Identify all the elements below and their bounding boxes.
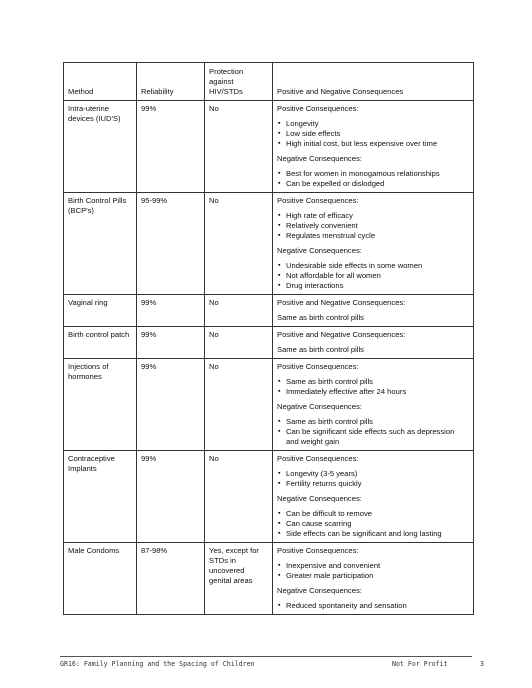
consequences-cell: [273, 451, 474, 543]
consequence-item: ▪ Can be expelled or dislodged: [277, 179, 469, 189]
consequence-section-label: Positive Consequences:: [277, 362, 359, 371]
consequence-item: ▪ Best for women in monogamous relationships: [277, 169, 469, 179]
consequence-section-label: Positive Consequences:: [277, 454, 359, 463]
table-row: [64, 295, 474, 327]
consequence-item: ▪ High rate of efficacy: [277, 211, 469, 221]
method-cell: Birth control patch: [64, 327, 137, 359]
table-row: [64, 451, 474, 543]
method-cell: Male Condoms: [64, 543, 137, 615]
table-row: [64, 543, 474, 615]
method-cell: Contraceptive Implants: [64, 451, 137, 543]
consequence-item: ▪ Same as birth control pills: [277, 377, 469, 387]
protection-cell: Yes, except for STDs in uncovered genital areas: [205, 543, 273, 615]
consequence-item: ▪ Regulates menstrual cycle: [277, 231, 469, 241]
page-number: 3: [480, 660, 484, 668]
consequence-item: ▪ Side effects can be significant and long lasting: [277, 529, 469, 539]
consequence-line: Same as birth control pills: [277, 345, 364, 354]
footer-document-title: GR16: Family Planning and the Spacing of Children: [60, 660, 255, 668]
consequence-list: [277, 261, 469, 291]
reliability-cell: 99%: [137, 295, 205, 327]
protection-cell: No: [205, 451, 273, 543]
consequence-item: ▪ Longevity (3-5 years): [277, 469, 469, 479]
table-header-row: [64, 63, 474, 101]
method-cell: Birth Control Pills (BCP's): [64, 193, 137, 295]
protection-cell: No: [205, 193, 273, 295]
consequence-list: [277, 469, 469, 489]
consequence-section-label: Negative Consequences:: [277, 402, 362, 411]
consequence-list: [277, 119, 469, 149]
consequences-cell: [273, 327, 474, 359]
consequence-list: [277, 561, 469, 581]
consequence-list: [277, 509, 469, 539]
protection-cell: No: [205, 359, 273, 451]
consequence-item: ▪ Can cause scarring: [277, 519, 469, 529]
consequence-list: [277, 377, 469, 397]
consequence-item: ▪ Longevity: [277, 119, 469, 129]
consequence-item: ▪ Relatively convenient: [277, 221, 469, 231]
consequences-cell: [273, 543, 474, 615]
consequence-item: ▪ Not affordable for all women: [277, 271, 469, 281]
consequence-line: Same as birth control pills: [277, 313, 364, 322]
reliability-cell: 87-98%: [137, 543, 205, 615]
consequence-list: [277, 169, 469, 189]
consequence-item: ▪ Undesirable side effects in some women: [277, 261, 469, 271]
consequences-cell: [273, 193, 474, 295]
consequence-section-label: Negative Consequences:: [277, 586, 362, 595]
header-consequences: Positive and Negative Consequences: [273, 63, 474, 101]
reliability-cell: 95-99%: [137, 193, 205, 295]
consequence-list: [277, 601, 469, 611]
consequence-section-label: Positive Consequences:: [277, 546, 359, 555]
consequence-list: [277, 417, 469, 447]
method-cell: Intra-uterine devices (IUD'S): [64, 101, 137, 193]
reliability-cell: 99%: [137, 327, 205, 359]
footer-notice: Not For Profit: [392, 660, 448, 668]
consequence-item: ▪ Fertility returns quickly: [277, 479, 469, 489]
consequence-item: ▪ Immediately effective after 24 hours: [277, 387, 469, 397]
consequence-item: ▪ Greater male participation: [277, 571, 469, 581]
header-protection: Protection against HIV/STDs: [205, 63, 273, 101]
reliability-cell: 99%: [137, 451, 205, 543]
consequence-item: ▪ Same as birth control pills: [277, 417, 469, 427]
table-row: [64, 101, 474, 193]
method-cell: Vaginal ring: [64, 295, 137, 327]
consequence-list: [277, 211, 469, 241]
footer-divider: [60, 656, 472, 657]
table-body: [64, 101, 474, 615]
consequence-section-label: Positive Consequences:: [277, 196, 359, 205]
consequence-item: ▪ Low side effects: [277, 129, 469, 139]
consequence-item: ▪ Reduced spontaneity and sensation: [277, 601, 469, 611]
protection-cell: No: [205, 327, 273, 359]
consequence-section-label: Positive Consequences:: [277, 104, 359, 113]
consequence-line: Positive and Negative Consequences:: [277, 298, 406, 307]
contraception-methods-table: [63, 62, 474, 615]
consequence-section-label: Negative Consequences:: [277, 246, 362, 255]
consequence-item: ▪ Drug interactions: [277, 281, 469, 291]
consequence-section-label: Negative Consequences:: [277, 494, 362, 503]
consequence-item: ▪ Can be significant side effects such as depression and weight gain: [277, 427, 469, 447]
consequence-item: ▪ Can be difficult to remove: [277, 509, 469, 519]
reliability-cell: 99%: [137, 359, 205, 451]
method-cell: Injections of hormones: [64, 359, 137, 451]
consequences-cell: [273, 295, 474, 327]
header-method: Method: [64, 63, 137, 101]
header-reliability: Reliability: [137, 63, 205, 101]
protection-cell: No: [205, 295, 273, 327]
consequence-item: ▪ Inexpensive and convenient: [277, 561, 469, 571]
consequences-cell: [273, 359, 474, 451]
reliability-cell: 99%: [137, 101, 205, 193]
consequences-cell: [273, 101, 474, 193]
consequence-section-label: Negative Consequences:: [277, 154, 362, 163]
protection-cell: No: [205, 101, 273, 193]
table-row: [64, 359, 474, 451]
consequence-line: Positive and Negative Consequences:: [277, 330, 406, 339]
table-row: [64, 193, 474, 295]
consequence-item: ▪ High initial cost, but less expensive over time: [277, 139, 469, 149]
table-row: [64, 327, 474, 359]
